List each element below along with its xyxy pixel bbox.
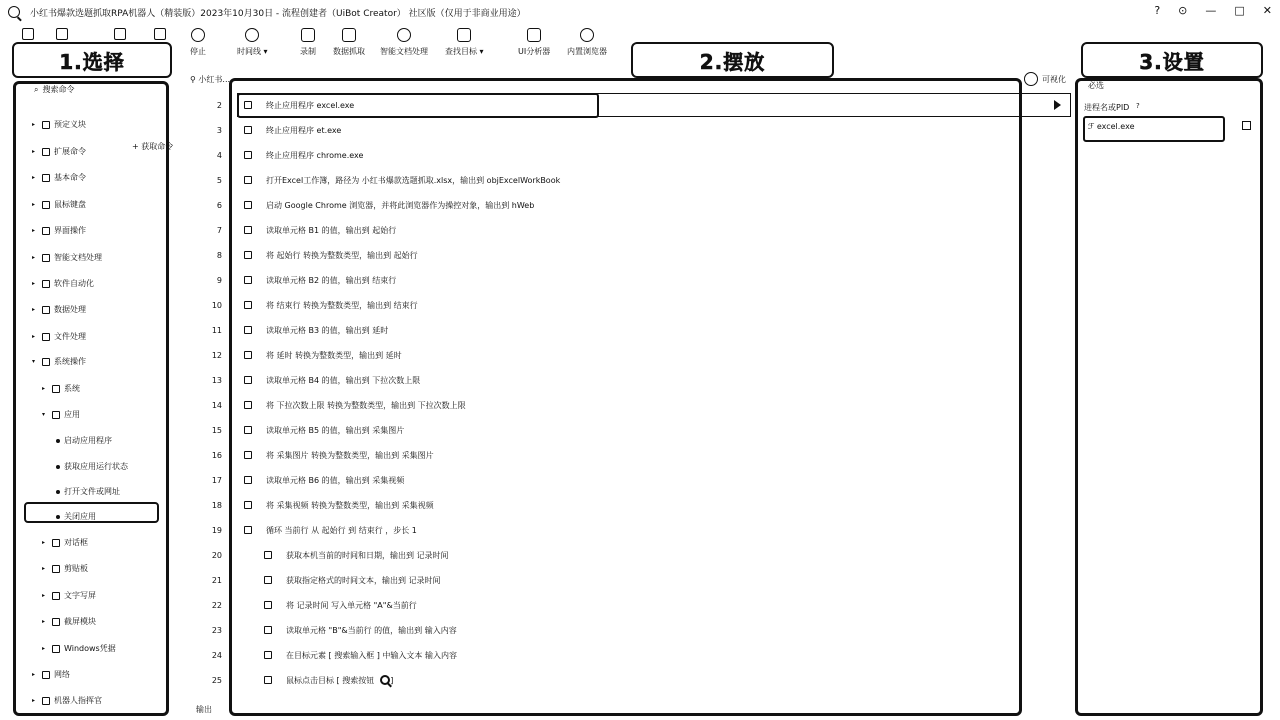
line-number: 21	[211, 575, 222, 585]
window-title: 小红书爆款选题抓取RPA机器人（精装版）2023年10月30日 - 流程创建者（UiBot Creator） 社区版（仅用于非商业用途）	[30, 8, 526, 19]
tree-item-label: 鼠标键盘	[54, 200, 86, 209]
command-text: 循环 当前行 从 起始行 到 结束行 ，步长 1	[266, 525, 417, 535]
caret-icon[interactable]: ▸	[42, 385, 46, 392]
tree-item-label: 智能文档处理	[54, 253, 102, 262]
ui-analyzer-button[interactable]: UI分析器	[518, 28, 550, 57]
process-name-value[interactable]: ℱ excel.exe	[1088, 122, 1135, 131]
tree-item-label: 系统	[64, 384, 80, 393]
caret-icon[interactable]: ▾	[42, 411, 46, 418]
tree-item-label: 界面操作	[54, 226, 86, 235]
tree-item-label: 基本命令	[54, 173, 86, 182]
caret-icon[interactable]: ▾	[32, 358, 36, 365]
line-number: 2	[216, 100, 222, 110]
tree-item-label: 数据处理	[54, 305, 86, 314]
command-text: 将 起始行 转换为整数类型，输出到 起始行	[266, 250, 418, 260]
tree-item-label: 截屏模块	[64, 617, 96, 626]
command-text: 获取指定格式的时间文本，输出到 记录时间	[286, 575, 441, 585]
tree-item-label: Windows凭据	[64, 644, 116, 653]
command-text: 读取单元格 B4 的值，输出到 下拉次数上限	[266, 375, 421, 385]
command-text: 读取单元格 B1 的值，输出到 起始行	[266, 225, 397, 235]
tree-item-label: 文件处理	[54, 332, 86, 341]
output-tab[interactable]: 输出	[196, 705, 212, 714]
search-icon: ⌕	[34, 84, 39, 94]
command-text: 打开Excel工作簿，路径为 小红书爆款选题抓取.xlsx，输出到 objExcelWorkBook	[266, 175, 561, 185]
select-panel-outline	[13, 81, 169, 716]
command-text: 终止应用程序 chrome.exe	[266, 150, 364, 160]
bracket-close: ]	[390, 675, 394, 685]
minimize-button[interactable]: —	[1205, 4, 1217, 17]
caret-icon[interactable]: ▸	[32, 201, 36, 208]
search-input[interactable]: 搜索命令	[42, 85, 75, 94]
line-number: 15	[211, 425, 222, 435]
command-text: 将 下拉次数上限 转换为整数类型，输出到 下拉次数上限	[266, 400, 466, 410]
command-text: 读取单元格 B2 的值，输出到 结束行	[266, 275, 397, 285]
tree-item-label: 对话框	[64, 538, 88, 547]
line-number: 11	[211, 325, 222, 335]
caret-icon[interactable]: ▸	[42, 618, 46, 625]
command-text: 终止应用程序 et.exe	[266, 125, 342, 135]
tree-item-label: 网络	[54, 670, 70, 679]
tree-item-label: 机器人指挥官	[54, 696, 102, 705]
browser-icon	[580, 28, 594, 42]
caret-icon[interactable]: ▸	[42, 645, 46, 652]
caret-icon[interactable]: ▸	[32, 306, 36, 313]
line-number: 5	[216, 175, 222, 185]
tree-item-label: 打开文件或网址	[64, 487, 120, 496]
line-number: 12	[211, 350, 222, 360]
breadcrumb-icon: ⚲	[190, 75, 199, 84]
tree-item-label: 关闭应用	[64, 512, 96, 521]
command-text: 读取单元格 "B"&当前行 的值，输出到 输入内容	[286, 625, 457, 635]
stop-button[interactable]: 停止	[190, 28, 206, 57]
label-select: 1.选择	[12, 42, 172, 78]
caret-icon[interactable]: ▸	[42, 539, 46, 546]
line-number: 7	[216, 225, 222, 235]
title-bar	[0, 0, 1280, 24]
command-text: 终止应用程序 excel.exe	[266, 100, 355, 110]
command-text: 将 采集图片 转换为整数类型，输出到 采集图片	[266, 450, 434, 460]
tree-item-label: 系统操作	[54, 357, 86, 366]
tree-item-label: 应用	[64, 410, 80, 419]
caret-icon[interactable]: ▸	[32, 671, 36, 678]
label-place: 2.摆放	[631, 42, 834, 78]
target-icon	[457, 28, 471, 42]
window-controls	[1154, 4, 1272, 17]
caret-icon[interactable]: ▸	[32, 697, 36, 704]
visual-switch[interactable]: 可视化	[1024, 72, 1066, 86]
line-number: 25	[211, 675, 222, 685]
smart-doc-icon	[397, 28, 411, 42]
help-circle-icon[interactable]: ?	[1136, 102, 1140, 110]
timeline-button[interactable]: 时间线 ▾	[237, 28, 268, 57]
tree-item-label: 软件自动化	[54, 279, 94, 288]
variable-icon: ℱ	[1088, 122, 1097, 131]
clock-icon	[245, 28, 259, 42]
caret-icon[interactable]: ▸	[42, 592, 46, 599]
property-tab-required[interactable]: 必选	[1088, 81, 1104, 90]
run-to-here-icon[interactable]	[1054, 100, 1061, 110]
smart-doc-button[interactable]: 智能文档处理	[380, 28, 428, 57]
line-number: 19	[211, 525, 222, 535]
command-text: 在目标元素 [ 搜索输入框 ] 中输入文本 输入内容	[286, 650, 457, 660]
lock-icon[interactable]	[154, 28, 166, 40]
place-panel-outline	[229, 78, 1022, 716]
tree-item-label: 剪贴板	[64, 564, 88, 573]
caret-icon[interactable]: ▸	[32, 333, 36, 340]
settings-panel-outline	[1075, 78, 1263, 716]
toggle-knob-icon	[1024, 72, 1038, 86]
command-text: 启动 Google Chrome 浏览器，并将此浏览器作为操控对象，输出到 hWeb	[266, 200, 535, 210]
caret-icon[interactable]: ▸	[32, 227, 36, 234]
caret-icon[interactable]: ▸	[42, 565, 46, 572]
builtin-browser-button[interactable]: 内置浏览器	[567, 28, 607, 57]
ui-analyzer-icon	[527, 28, 541, 42]
command-text: 将 结束行 转换为整数类型，输出到 结束行	[266, 300, 418, 310]
settings-icon[interactable]: ⊙	[1178, 4, 1188, 17]
add-command-button[interactable]: + 获取命令	[132, 142, 174, 151]
command-text: 获取本机当前的时间和日期，输出到 记录时间	[286, 550, 449, 560]
tree-item-label: 预定义块	[54, 120, 86, 129]
line-number: 6	[216, 200, 222, 210]
label-settings: 3.设置	[1081, 42, 1263, 78]
maximize-button[interactable]: □	[1234, 4, 1245, 17]
line-number: 4	[216, 150, 222, 160]
send-icon[interactable]	[56, 28, 68, 40]
line-number: 10	[211, 300, 222, 310]
line-number: 20	[211, 550, 222, 560]
new-file-icon[interactable]	[22, 28, 34, 40]
line-number: 13	[211, 375, 222, 385]
data-capture-button[interactable]: 数据抓取	[333, 28, 365, 57]
caret-icon[interactable]: ▸	[32, 121, 36, 128]
camera-icon	[301, 28, 315, 42]
line-number: 16	[211, 450, 222, 460]
tree-item-label: 扩展命令	[54, 147, 86, 156]
breadcrumb[interactable]: ⚲ 小红书...	[190, 75, 231, 84]
record-button[interactable]: 录制	[300, 28, 316, 57]
caret-icon[interactable]: ▸	[32, 254, 36, 261]
data-capture-icon	[342, 28, 356, 42]
command-text: 将 采集视频 转换为整数类型，输出到 采集视频	[266, 500, 434, 510]
line-number: 8	[216, 250, 222, 260]
line-number: 22	[211, 600, 222, 610]
tree-item-label: 启动应用程序	[64, 436, 112, 445]
close-button[interactable]: ✕	[1262, 4, 1272, 17]
line-number: 14	[211, 400, 222, 410]
command-text: 读取单元格 B5 的值，输出到 采集图片	[266, 425, 405, 435]
command-text: 将 记录时间 写入单元格 "A"&当前行	[286, 600, 417, 610]
line-number: 3	[216, 125, 222, 135]
stop-icon	[191, 28, 205, 42]
line-number: 17	[211, 475, 222, 485]
line-number: 9	[216, 275, 222, 285]
line-number: 18	[211, 500, 222, 510]
command-text: 读取单元格 B3 的值，输出到 延时	[266, 325, 389, 335]
caret-icon[interactable]: ▸	[32, 280, 36, 287]
command-text: 读取单元格 B6 的值，输出到 采集视频	[266, 475, 405, 485]
find-target-button[interactable]: 查找目标 ▾	[445, 28, 484, 57]
help-icon[interactable]: ?	[1154, 4, 1161, 17]
caret-icon[interactable]: ▸	[32, 174, 36, 181]
tree-item-label: 文字写屏	[64, 591, 96, 600]
tree-item-label: 获取应用运行状态	[64, 462, 128, 471]
command-text: 鼠标点击目标 [ 搜索按钮	[286, 675, 375, 685]
save-icon[interactable]	[114, 28, 126, 40]
app-logo-icon	[8, 6, 20, 18]
line-number: 24	[211, 650, 222, 660]
line-number: 23	[211, 625, 222, 635]
property-field-label: 进程名或PID	[1084, 103, 1130, 112]
command-text: 将 延时 转换为整数类型，输出到 延时	[266, 350, 402, 360]
caret-icon[interactable]: ▸	[32, 148, 36, 155]
